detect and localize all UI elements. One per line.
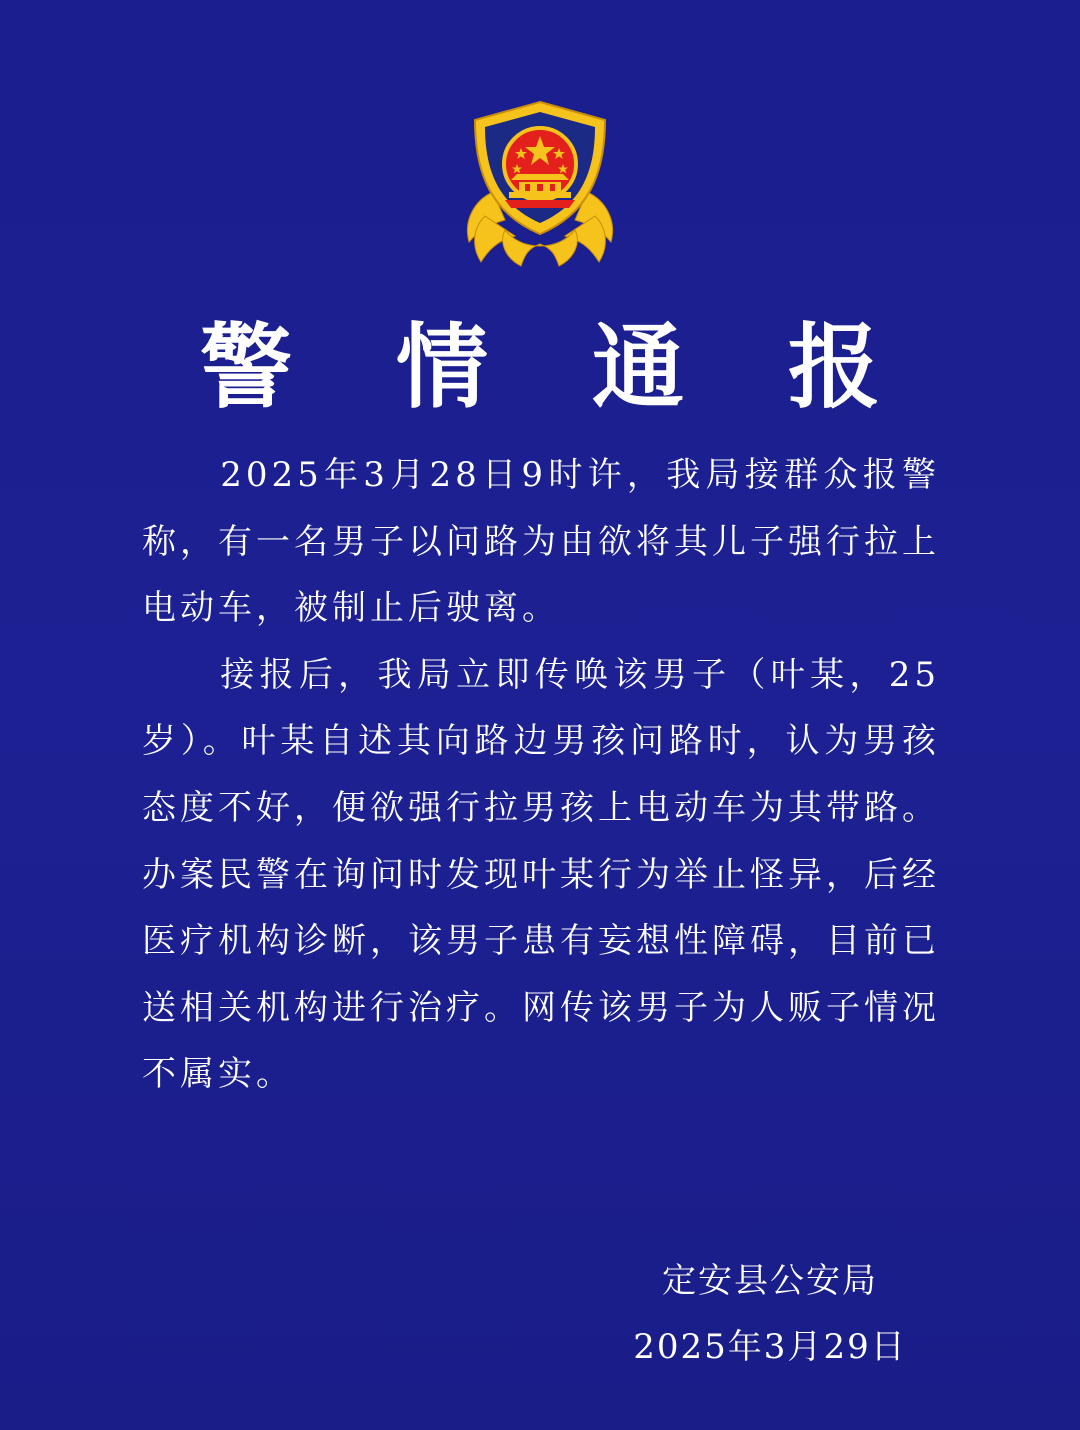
notice-body (142, 442, 940, 1108)
issuer-name: 定安县公安局 (662, 1261, 878, 1301)
issue-date: 2025年3月29日 (633, 1327, 907, 1367)
notice-paragraph: 2025年3月28日9时许，我局接群众报警称，有一名男子以问路为由欲将其儿子强行拉上电动车，被制止后驶离。 (142, 455, 940, 629)
notice-paragraph: 接报后，我局立即传唤该男子（叶某，25岁）。叶某自述其向路边男孩问路时，认为男孩态度不好，便欲强行拉男孩上电动车为其带路。办案民警在询问时发现叶某行为举止怪异，后经医疗机构诊断，该男子患有妄想性障碍，目前已送相关机构进行治疗。网传该男子为人贩子情况不属实。 (142, 654, 940, 1095)
police-emblem-icon (455, 96, 625, 268)
signature-block (620, 1248, 920, 1380)
page-title: 警 情 通 报 (199, 313, 917, 421)
